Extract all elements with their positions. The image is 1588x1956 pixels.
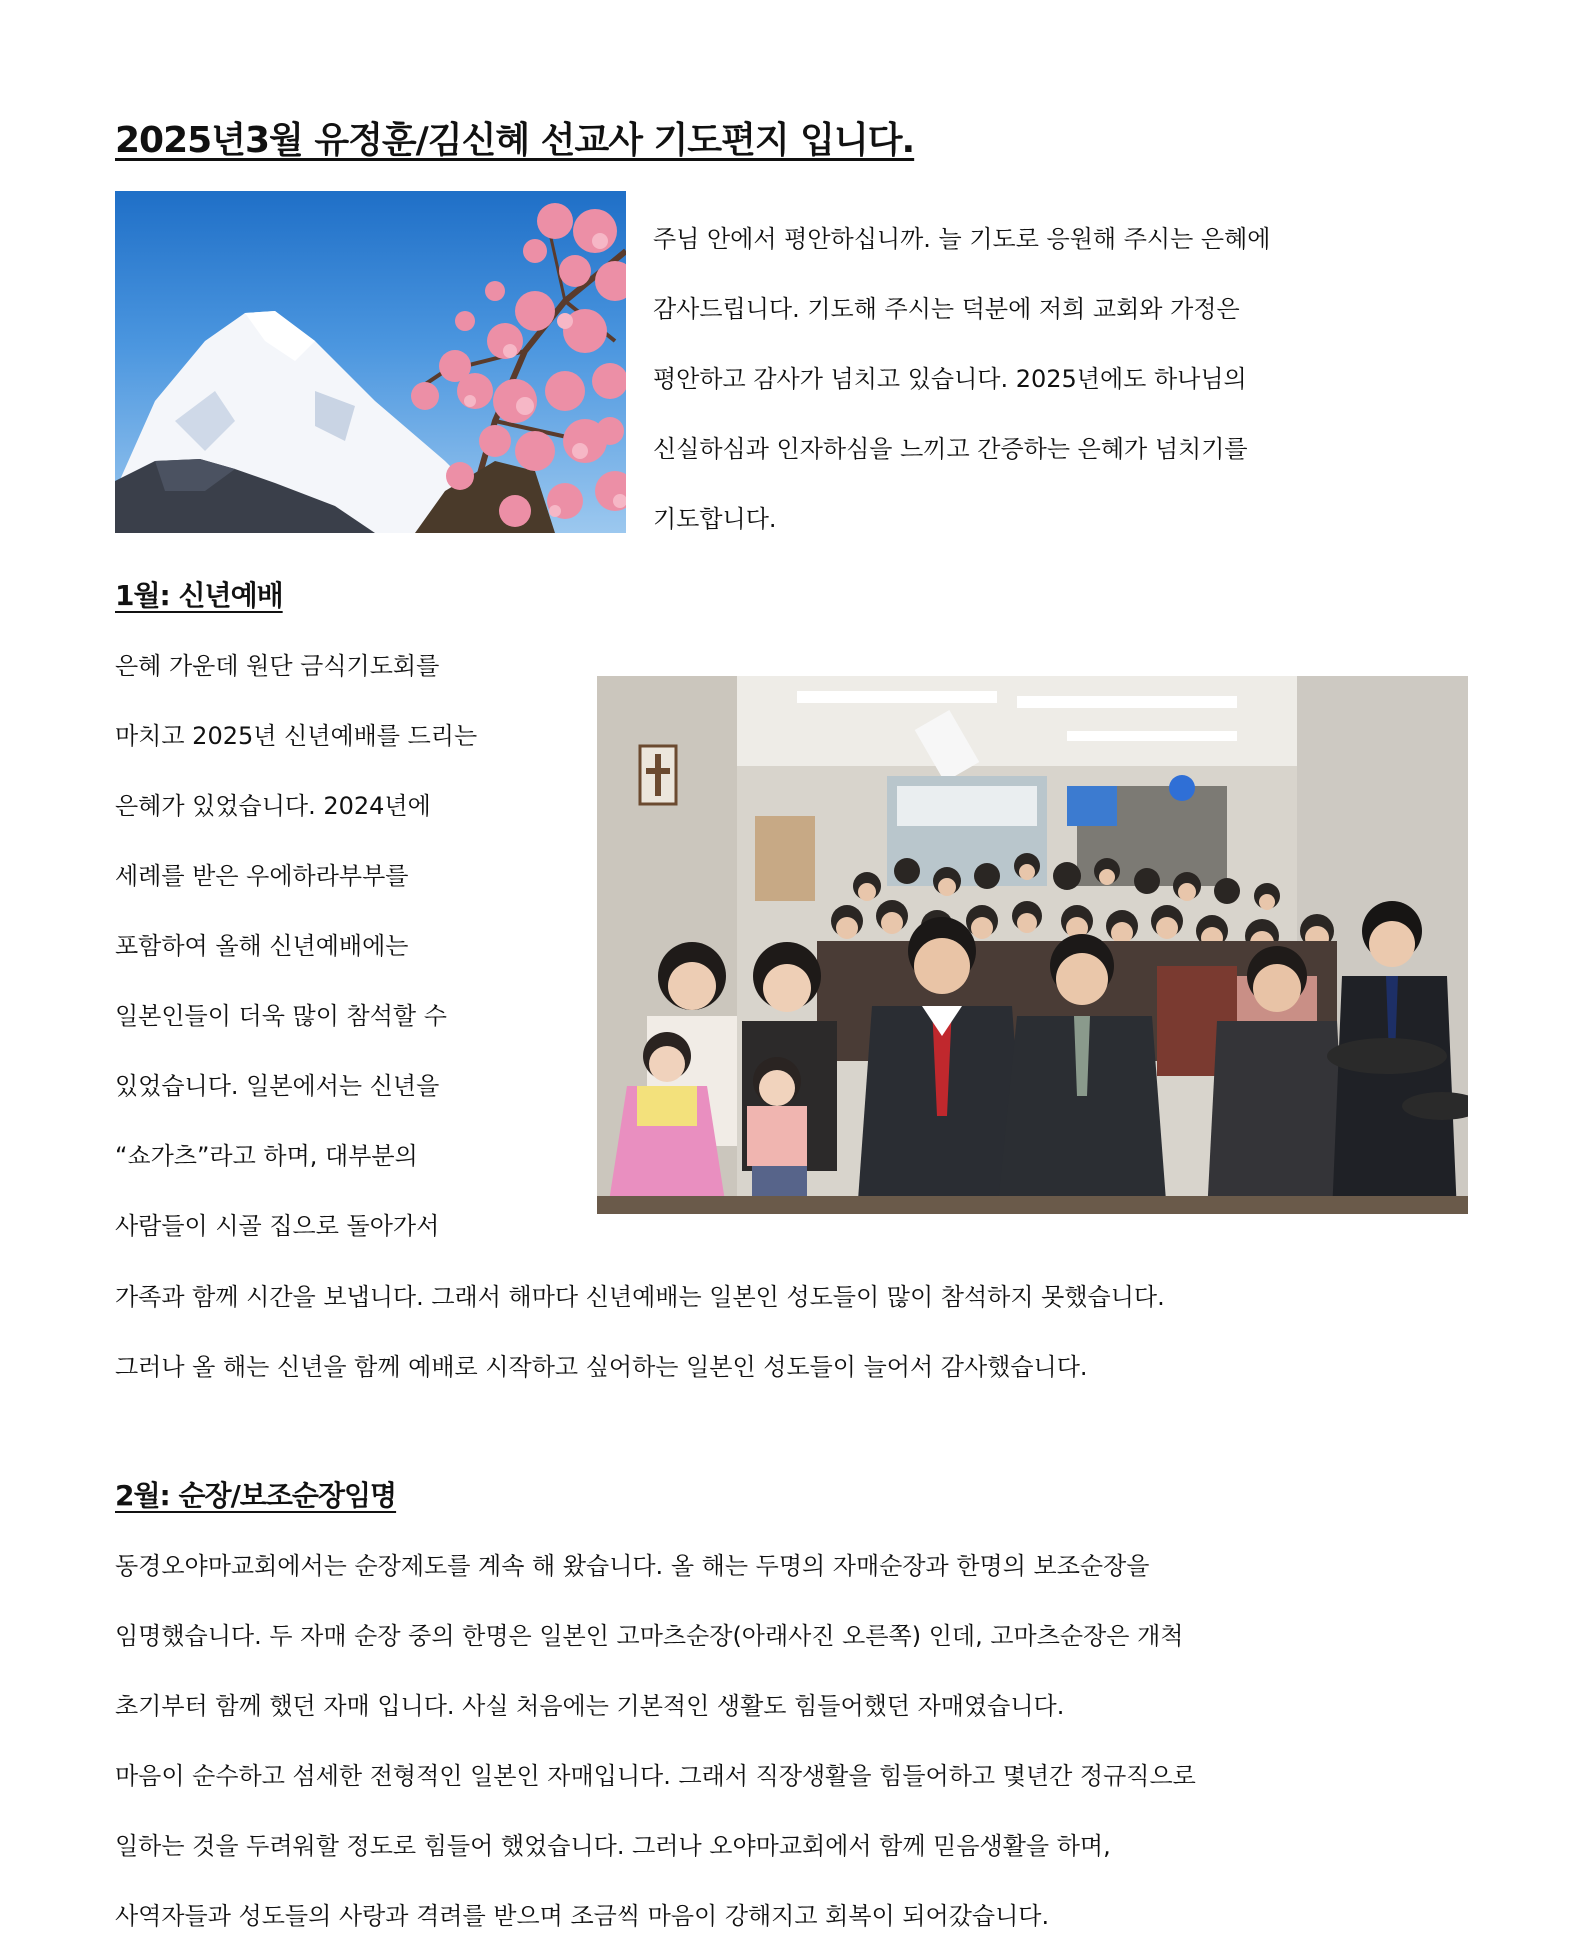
fuji-cherry-blossom-photo: [115, 191, 626, 533]
paragraph-line: 일하는 것을 두려워할 정도로 힘들어 했었습니다. 그러나 오야마교회에서 함께 믿음생활을 하며,: [115, 1832, 1111, 1860]
paragraph-line: 마음이 순수하고 섬세한 전형적인 일본인 자매입니다. 그래서 직장생활을 힘들어하고 몇년간 정규직으로: [115, 1762, 1196, 1790]
paragraph-line: 은혜가 있었습니다. 2024년에: [115, 792, 431, 820]
intro-paragraph: [653, 204, 1270, 554]
paragraph-line: 있었습니다. 일본에서는 신년을: [115, 1072, 440, 1100]
new-year-service-group-photo: [597, 676, 1468, 1214]
paragraph-line: 초기부터 함께 했던 자매 입니다. 사실 처음에는 기본적인 생활도 힘들어했던 자매였습니다.: [115, 1692, 1065, 1720]
intro-line: 평안하고 감사가 넘치고 있습니다. 2025년에도 하나님의: [653, 365, 1247, 393]
paragraph-line: 사람들이 시골 집으로 돌아가서: [115, 1212, 440, 1240]
intro-line: 신실하심과 인자하심을 느끼고 간증하는 은혜가 넘치기를: [653, 435, 1248, 463]
paragraph-line: 가족과 함께 시간을 보냅니다. 그래서 해마다 신년예배는 일본인 성도들이 많이 참석하지 못했습니다.: [115, 1283, 1165, 1311]
paragraph-line: 그러나 올 해는 신년을 함께 예배로 시작하고 싶어하는 일본인 성도들이 늘어서 감사했습니다.: [115, 1353, 1088, 1381]
february-paragraph: [115, 1531, 1196, 1951]
intro-line: 주님 안에서 평안하십니까. 늘 기도로 응원해 주시는 은혜에: [653, 225, 1271, 253]
paragraph-line: 세례를 받은 우에하라부부를: [115, 862, 409, 890]
paragraph-line: 포함하여 올해 신년예배에는: [115, 932, 409, 960]
letter-title: 2025년3월 유정훈/김신혜 선교사 기도편지 입니다.: [115, 120, 915, 161]
january-full-paragraph: [115, 1262, 1165, 1402]
january-side-paragraph: [115, 631, 477, 1261]
paragraph-line: 마치고 2025년 신년예배를 드리는: [115, 722, 478, 750]
intro-line: 기도합니다.: [653, 505, 777, 533]
paragraph-line: “쇼가츠”라고 하며, 대부분의: [115, 1142, 418, 1170]
intro-line: 감사드립니다. 기도해 주시는 덕분에 저희 교회와 가정은: [653, 295, 1240, 323]
paragraph-line: 동경오야마교회에서는 순장제도를 계속 해 왔습니다. 올 해는 두명의 자매순장과 한명의 보조순장을: [115, 1552, 1150, 1580]
section-heading-january: 1월: 신년예배: [115, 579, 283, 612]
paragraph-line: 은혜 가운데 원단 금식기도회를: [115, 652, 440, 680]
paragraph-line: 임명했습니다. 두 자매 순장 중의 한명은 일본인 고마츠순장(아래사진 오른쪽) 인데, 고마츠순장은 개척: [115, 1622, 1184, 1650]
paragraph-line: 사역자들과 성도들의 사랑과 격려를 받으며 조금씩 마음이 강해지고 회복이 되어갔습니다.: [115, 1902, 1050, 1930]
section-heading-february: 2월: 순장/보조순장임명: [115, 1479, 397, 1512]
paragraph-line: 일본인들이 더욱 많이 참석할 수: [115, 1002, 447, 1030]
